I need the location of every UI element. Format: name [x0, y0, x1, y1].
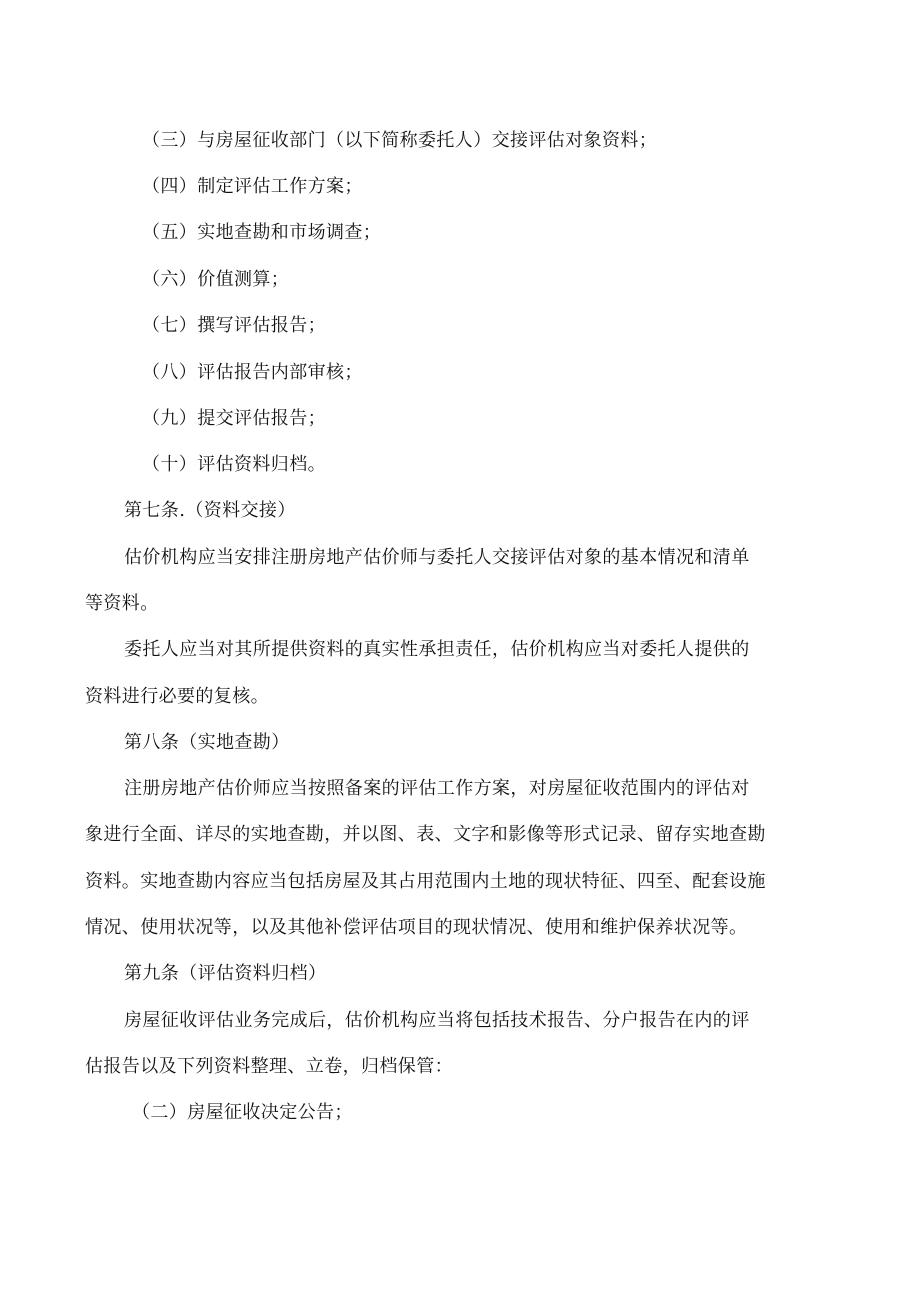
article-8-paragraph-line-1: 注册房地产估价师应当按照备案的评估工作方案，对房屋征收范围内的评估对	[124, 778, 750, 799]
list-item-6: （六）价值测算；	[142, 269, 290, 290]
article-7-paragraph-1-line-2: 等资料。	[85, 593, 159, 614]
article-8-paragraph-line-4: 情况、使用状况等，以及其他补偿评估项目的现状情况、使用和维护保养状况等。	[85, 917, 748, 938]
article-9-paragraph-line-1: 房屋征收评估业务完成后，估价机构应当将包括技术报告、分户报告在内的评	[124, 1010, 750, 1031]
article-9-list-item-2: （二）房屋征收决定公告；	[132, 1102, 353, 1123]
article-8-heading: 第八条（实地查勘）	[124, 732, 290, 753]
list-item-8: （八）评估报告内部审核；	[142, 362, 363, 383]
article-7-heading: 第七条.（资料交接）	[124, 500, 296, 521]
list-item-4: （四）制定评估工作方案；	[142, 176, 363, 197]
list-item-9: （九）提交评估报告；	[142, 408, 326, 429]
list-item-5: （五）实地查勘和市场调查；	[142, 222, 382, 243]
article-8-paragraph-line-3: 资料。实地查勘内容应当包括房屋及其占用范围内土地的现状特征、四至、配套设施	[85, 871, 766, 892]
list-item-7: （七）撰写评估报告；	[142, 315, 326, 336]
article-9-paragraph-line-2: 估报告以及下列资料整理、立卷，归档保管：	[85, 1056, 453, 1077]
article-7-paragraph-2-line-1: 委托人应当对其所提供资料的真实性承担责任，估价机构应当对委托人提供的	[124, 639, 750, 660]
article-8-paragraph-line-2: 象进行全面、详尽的实地查勘，并以图、表、文字和影像等形式记录、留存实地查勘	[85, 824, 766, 845]
list-item-3: （三）与房屋征收部门（以下简称委托人）交接评估对象资料；	[142, 130, 658, 151]
article-7-paragraph-1-line-1: 估价机构应当安排注册房地产估价师与委托人交接评估对象的基本情况和清单	[124, 547, 750, 568]
list-item-10: （十）评估资料归档。	[142, 454, 326, 475]
article-7-paragraph-2-line-2: 资料进行必要的复核。	[85, 686, 269, 707]
article-9-heading: 第九条（评估资料归档）	[124, 963, 327, 984]
